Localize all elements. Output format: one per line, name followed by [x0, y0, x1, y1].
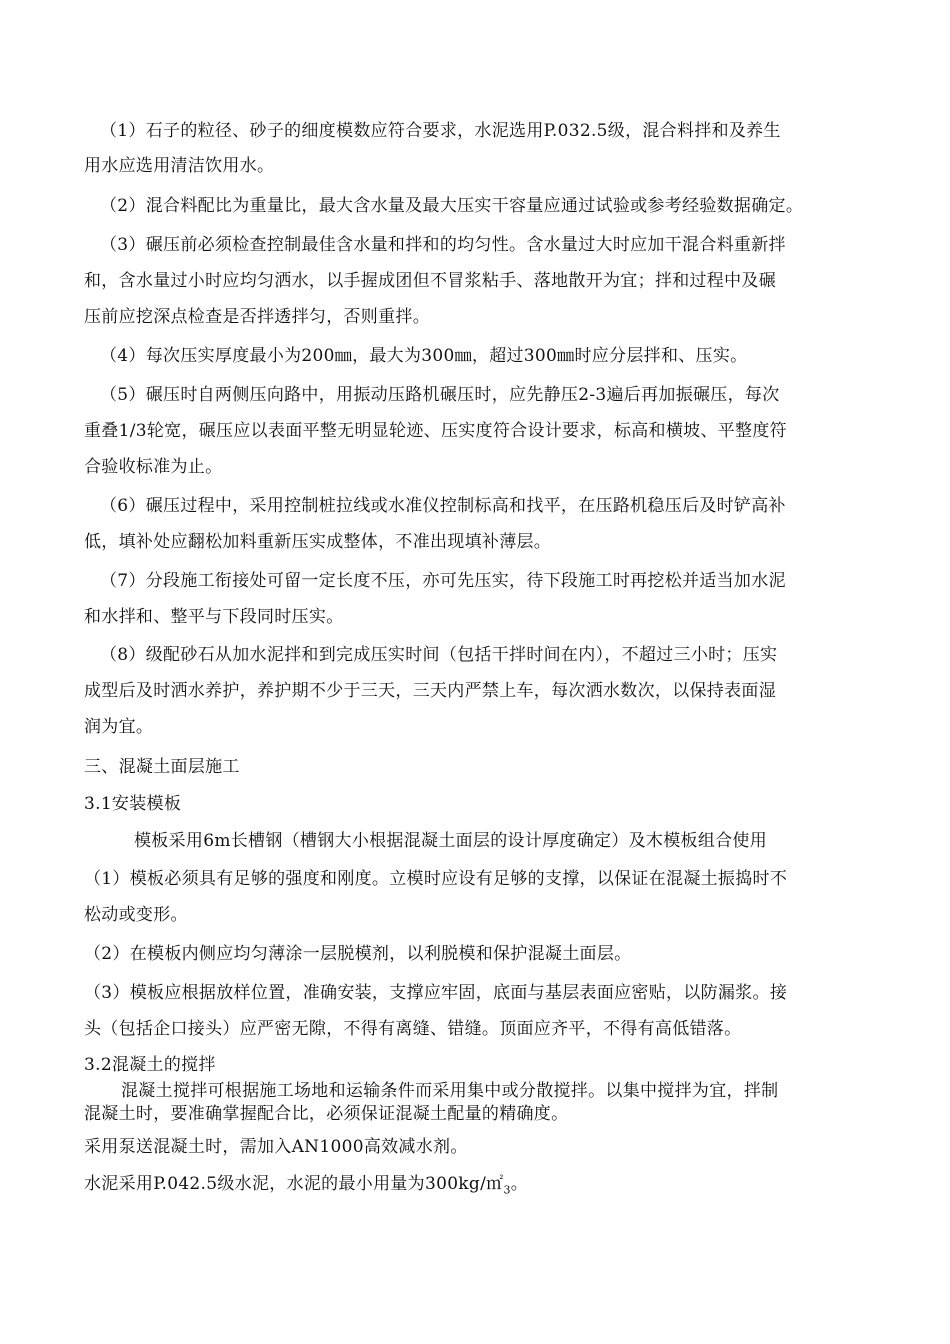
cement-line-superscript: 3: [503, 1183, 511, 1197]
mixing-para-line-1: 混凝土搅拌可根据施工场地和运输条件而采用集中或分散搅拌。以集中搅拌为宜，拌制: [121, 1081, 779, 1101]
subsection-3-1-intro: 模板采用6m长槽钢（槽钢大小根据混凝土面层的设计厚度确定）及木模板组合使用: [134, 831, 768, 851]
item-8-line-2: 成型后及时洒水养护，养护期不少于三天，三天内严禁上车，每次洒水数次，以保持表面湿: [84, 681, 776, 701]
item-4-line-1: （4）每次压实厚度最小为200㎜，最大为300㎜，超过300㎜时应分层拌和、压实。: [100, 346, 748, 366]
item-7-line-1: （7）分段施工衔接处可留一定长度不压，亦可先压实，待下段施工时再挖松并适当加水泥: [100, 571, 786, 591]
cement-line-text: 水泥采用P.042.5级水泥，水泥的最小用量为300kg/㎡: [84, 1174, 504, 1194]
item-7-line-2: 和水拌和、整平与下段同时压实。: [84, 607, 344, 627]
cement-line-end: 。: [510, 1174, 529, 1194]
mixing-para-line-2: 混凝土时，要准确掌握配合比，必须保证混凝土配量的精确度。: [84, 1104, 569, 1124]
mold-item-2-line-1: （2）在模板内侧应均匀薄涂一层脱模剂，以利脱模和保护混凝土面层。: [84, 944, 632, 964]
item-3-line-2: 和，含水量过小时应均匀洒水，以手握成团但不冒浆粘手、落地散开为宜；拌和过程中及碾: [84, 271, 776, 291]
item-5-line-3: 合验收标准为止。: [84, 457, 223, 477]
item-1-line-2: 用水应选用清洁饮用水。: [84, 156, 275, 176]
item-5-line-2: 重叠1/3轮宽，碾压应以表面平整无明显轮迹、压实度符合设计要求，标高和横坡、平整度符: [84, 421, 787, 441]
item-8-line-3: 润为宜。: [84, 717, 154, 737]
item-5-line-1: （5）碾压时自两侧压向路中，用振动压路机碾压时，应先静压2-3遍后再加振碾压，每次: [100, 385, 780, 405]
pump-concrete-line: 采用泵送混凝土时，需加入AN1000高效减水剂。: [84, 1137, 468, 1157]
mold-item-1-line-2: 松动或变形。: [84, 905, 188, 925]
item-3-line-1: （3）碾压前必须检查控制最佳含水量和拌和的均匀性。含水量过大时应加干混合料重新拌: [100, 235, 786, 255]
mold-item-3-line-1: （3）模板应根据放样位置，准确安装，支撑应牢固，底面与基层表面应密贴，以防漏浆。接: [84, 983, 788, 1003]
item-6-line-1: （6）碾压过程中，采用控制桩拉线或水准仪控制标高和找平，在压路机稳压后及时铲高补: [100, 496, 786, 516]
subsection-3-2-heading: 3.2混凝土的搅拌: [84, 1055, 216, 1075]
item-3-line-3: 压前应挖深点检查是否拌透拌匀，否则重拌。: [84, 307, 430, 327]
item-6-line-2: 低，填补处应翻松加料重新压实成整体，不准出现填补薄层。: [84, 532, 552, 552]
item-1-line-1: （1）石子的粒径、砂子的细度模数应符合要求，水泥选用P.032.5级，混合料拌和及养生: [100, 121, 781, 141]
mold-item-1-line-1: （1）模板必须具有足够的强度和刚度。立模时应设有足够的支撑，以保证在混凝土振捣时不: [84, 869, 788, 889]
item-2-line-1: （2）混合料配比为重量比，最大含水量及最大压实干容量应通过试验或参考经验数据确定。: [100, 196, 804, 216]
subsection-3-1-heading: 3.1安装模板: [84, 794, 182, 814]
item-8-line-1: （8）级配砂石从加水泥拌和到完成压实时间（包括干拌时间在内），不超过三小时；压实: [100, 645, 778, 665]
mold-item-3-line-2: 头（包括企口接头）应严密无隙，不得有离缝、错缝。顶面应齐平，不得有高低错落。: [84, 1019, 742, 1039]
section-3-heading: 三、混凝土面层施工: [84, 757, 240, 777]
cement-line: [84, 1174, 528, 1200]
